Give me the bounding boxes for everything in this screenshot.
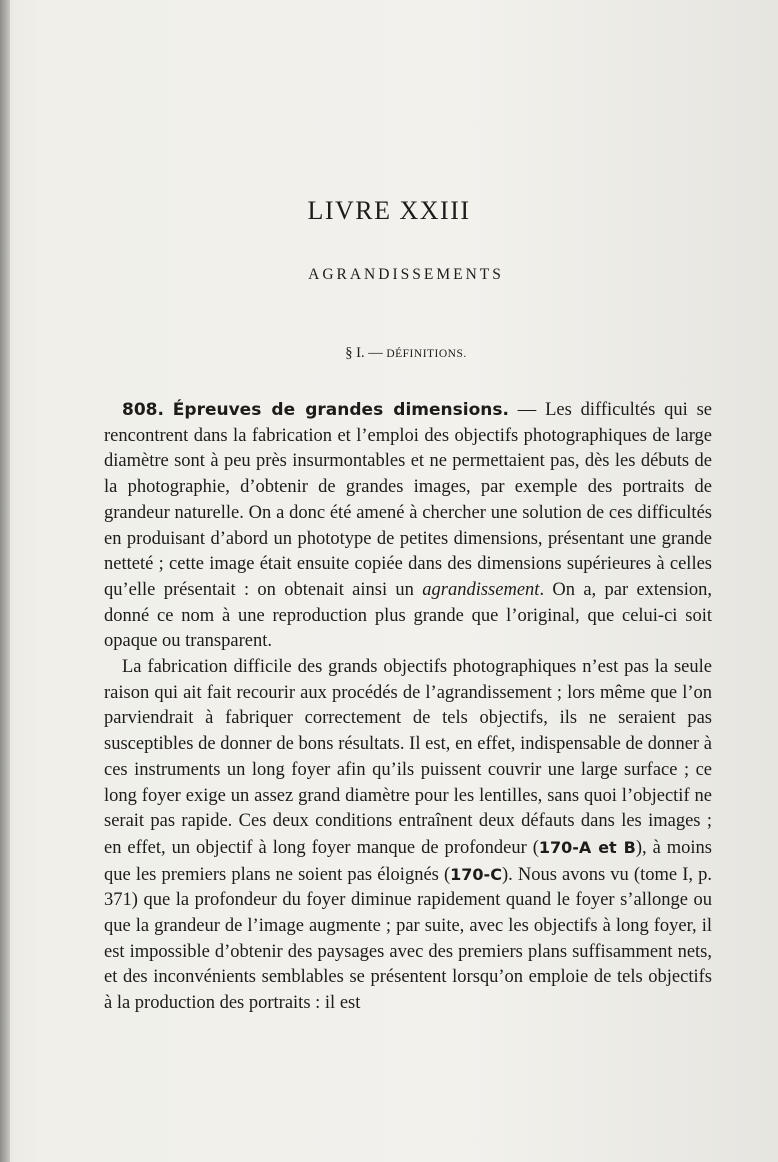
paragraph-1-text-a: — Les difficultés qui se rencontrent dans la fabrication et l’emploi des objectifs photographiques de large diamètre sont à peu près insurmontables et ne permettaient pas, dès les débuts de la photographie, d’obtenir de grandes images, par exemple des portraits de grandeur naturelle. On a donc été amené à chercher une solution de ces difficultés en produisant d’abord un phototype de petites dimensions, présentant une grande netteté ; cette image était ensuite copiée dans des dimensions supérieures à celles qu’elle présentait : on obtenait ainsi un <box>104 400 712 600</box>
section-title <box>0 345 778 362</box>
reference-170-c: 170-C <box>450 864 502 884</box>
reference-170-a-b: 170-A et B <box>538 837 636 857</box>
chapter-title: AGRANDISSEMENTS <box>308 266 504 283</box>
page-gutter-shadow <box>0 0 10 1162</box>
article-title: Épreuves de grandes dimensions. <box>172 400 509 420</box>
paragraph-2 <box>104 655 712 1017</box>
article-number: 808. <box>122 400 164 420</box>
book-title: LIVRE XXIII <box>307 196 471 225</box>
paragraph-1-text-b: . On a, par extension, donné ce nom à une reproduction plus grande que l’original, que celui-ci soit opaque ou transparent. <box>104 579 712 652</box>
paragraph-2-text-a: La fabrication difficile des grands objectifs photographiques n’est pas la seule raison qui ait fait recourir aux procédés de l’agrandissement ; lors même que l’on parviendrait à fabriquer correctement de tels objectifs, ils ne seraient pas susceptibles de donner de bons résultats. Il est, en effet, indispensable de donner à ces instruments un long foyer afin qu’ils puissent couvrir une large surface ; ce long foyer exige un assez grand diamètre pour les lentilles, sans quoi l’objectif ne serait pas rapide. Ces deux conditions entraînent deux défauts dans les images ; en effet, un objectif à long foyer manque de profondeur ( <box>104 657 712 858</box>
paragraph-2-text-c: ). Nous avons vu (tome I, p. 371) que la profondeur du foyer diminue rapidement quand le foyer s’allonge ou que la grandeur de l’image augmente ; par suite, avec les objectifs à long foyer, il est impossible d’obtenir des paysages avec des premiers plans suffisamment nets, et des inconvénients semblables se présentent lorsqu’on emploie de tels objectifs à la production des portraits : il est <box>104 864 712 1014</box>
paragraph-1-italic: agrandissement <box>422 579 540 600</box>
paragraph-2-text-b: ), à moins que les premiers plans ne soient pas éloignés ( <box>104 837 712 885</box>
section-title-text: DÉFINITIONS. <box>386 348 467 360</box>
section-prefix: § I. — <box>345 345 387 361</box>
body-text <box>104 398 712 1017</box>
paragraph-1 <box>104 398 712 655</box>
